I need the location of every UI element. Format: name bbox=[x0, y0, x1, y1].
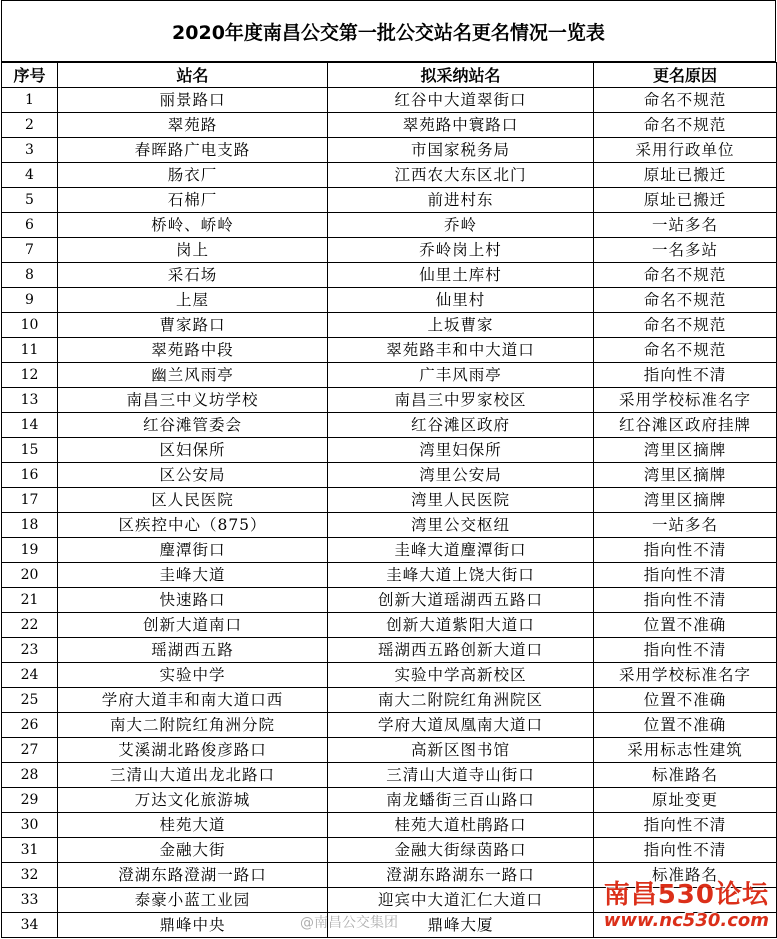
table-title: 2020年度南昌公交第一批公交站名更名情况一览表 bbox=[1, 0, 776, 62]
column-header-index: 序号 bbox=[2, 63, 58, 88]
cell-new-station: 仙里土库村 bbox=[328, 263, 594, 288]
cell-reason: 命名不规范 bbox=[594, 338, 777, 363]
cell-station: 石棉厂 bbox=[58, 188, 328, 213]
cell-new-station: 南大二附院红角洲院区 bbox=[328, 688, 594, 713]
cell-reason: 指向性不清 bbox=[594, 838, 777, 863]
cell-reason: 采用标志性建筑 bbox=[594, 738, 777, 763]
cell-reason: 位置不准确 bbox=[594, 688, 777, 713]
cell-reason: 命名不规范 bbox=[594, 313, 777, 338]
cell-station: 南昌三中义坊学校 bbox=[58, 388, 328, 413]
cell-reason: 湾里区摘牌 bbox=[594, 488, 777, 513]
cell-index: 10 bbox=[2, 313, 58, 338]
cell-station: 区妇保所 bbox=[58, 438, 328, 463]
cell-new-station: 南龙蟠街三百山路口 bbox=[328, 788, 594, 813]
cell-station: 翠苑路 bbox=[58, 113, 328, 138]
cell-reason: 指向性不清 bbox=[594, 363, 777, 388]
cell-index: 21 bbox=[2, 588, 58, 613]
table-row bbox=[2, 338, 777, 363]
cell-station: 麈潭街口 bbox=[58, 538, 328, 563]
cell-station: 区人民医院 bbox=[58, 488, 328, 513]
cell-reason: 标准路名 bbox=[594, 763, 777, 788]
table-row bbox=[2, 513, 777, 538]
table-row bbox=[2, 288, 777, 313]
cell-station: 泰豪小蓝工业园 bbox=[58, 888, 328, 913]
cell-station: 采石场 bbox=[58, 263, 328, 288]
cell-index: 18 bbox=[2, 513, 58, 538]
cell-reason: 原址已搬迁 bbox=[594, 188, 777, 213]
cell-reason: 指向性不清 bbox=[594, 813, 777, 838]
column-header-new-station: 拟采纳站名 bbox=[328, 63, 594, 88]
table-row bbox=[2, 463, 777, 488]
cell-index: 31 bbox=[2, 838, 58, 863]
cell-new-station: 圭峰大道麈潭街口 bbox=[328, 538, 594, 563]
cell-station: 桂苑大道 bbox=[58, 813, 328, 838]
column-header-reason: 更名原因 bbox=[594, 63, 777, 88]
cell-reason: 命名不规范 bbox=[594, 113, 777, 138]
cell-index: 24 bbox=[2, 663, 58, 688]
cell-new-station: 湾里人民医院 bbox=[328, 488, 594, 513]
column-header-station: 站名 bbox=[58, 63, 328, 88]
cell-new-station: 乔岭岗上村 bbox=[328, 238, 594, 263]
table-row bbox=[2, 663, 777, 688]
cell-index: 23 bbox=[2, 638, 58, 663]
cell-new-station: 翠苑路中寰路口 bbox=[328, 113, 594, 138]
cell-reason: 指向性不清 bbox=[594, 563, 777, 588]
cell-new-station: 前进村东 bbox=[328, 188, 594, 213]
cell-new-station: 翠苑路丰和中大道口 bbox=[328, 338, 594, 363]
weibo-watermark: @南昌公交集团 bbox=[300, 915, 398, 931]
table-row bbox=[2, 263, 777, 288]
cell-new-station: 南昌三中罗家校区 bbox=[328, 388, 594, 413]
cell-new-station: 迎宾中大道汇仁大道口 bbox=[328, 888, 594, 913]
cell-new-station: 金融大街绿茵路口 bbox=[328, 838, 594, 863]
cell-index: 5 bbox=[2, 188, 58, 213]
cell-reason: 指向性不清 bbox=[594, 538, 777, 563]
cell-reason: 采用学校标准名字 bbox=[594, 388, 777, 413]
cell-station: 艾溪湖北路俊彦路口 bbox=[58, 738, 328, 763]
cell-new-station: 江西农大东区北门 bbox=[328, 163, 594, 188]
cell-station: 创新大道南口 bbox=[58, 613, 328, 638]
cell-index: 2 bbox=[2, 113, 58, 138]
cell-new-station: 创新大道紫阳大道口 bbox=[328, 613, 594, 638]
cell-index: 13 bbox=[2, 388, 58, 413]
cell-reason: 一名多站 bbox=[594, 238, 777, 263]
cell-index: 7 bbox=[2, 238, 58, 263]
cell-index: 26 bbox=[2, 713, 58, 738]
cell-station: 桥岭、峤岭 bbox=[58, 213, 328, 238]
cell-station: 三清山大道出龙北路口 bbox=[58, 763, 328, 788]
table-row bbox=[2, 838, 777, 863]
cell-station: 曹家路口 bbox=[58, 313, 328, 338]
cell-new-station: 鼎峰大厦 bbox=[328, 913, 594, 938]
cell-index: 34 bbox=[2, 913, 58, 938]
cell-reason: 湾里区摘牌 bbox=[594, 438, 777, 463]
site-watermark bbox=[604, 880, 769, 932]
header-row bbox=[2, 63, 777, 88]
cell-reason: 原址变更 bbox=[594, 788, 777, 813]
cell-station: 快速路口 bbox=[58, 588, 328, 613]
cell-new-station: 高新区图书馆 bbox=[328, 738, 594, 763]
table-row bbox=[2, 713, 777, 738]
cell-new-station: 乔岭 bbox=[328, 213, 594, 238]
cell-station: 金融大街 bbox=[58, 838, 328, 863]
cell-index: 1 bbox=[2, 88, 58, 113]
cell-reason: 标准路名 bbox=[594, 863, 777, 888]
cell-index: 19 bbox=[2, 538, 58, 563]
cell-station: 南大二附院红角洲分院 bbox=[58, 713, 328, 738]
cell-reason: 原址已搬迁 bbox=[594, 163, 777, 188]
cell-new-station: 广丰风雨亭 bbox=[328, 363, 594, 388]
table-row bbox=[2, 313, 777, 338]
table-row bbox=[2, 638, 777, 663]
cell-new-station: 实验中学高新校区 bbox=[328, 663, 594, 688]
cell-new-station: 学府大道凤凰南大道口 bbox=[328, 713, 594, 738]
table-row bbox=[2, 138, 777, 163]
table-row bbox=[2, 763, 777, 788]
cell-index: 3 bbox=[2, 138, 58, 163]
table-row bbox=[2, 563, 777, 588]
cell-station: 上屋 bbox=[58, 288, 328, 313]
cell-reason: 指向性不清 bbox=[594, 588, 777, 613]
cell-index: 6 bbox=[2, 213, 58, 238]
cell-index: 29 bbox=[2, 788, 58, 813]
cell-reason: 一站多名 bbox=[594, 213, 777, 238]
cell-reason: 命名不规范 bbox=[594, 88, 777, 113]
cell-station: 万达文化旅游城 bbox=[58, 788, 328, 813]
watermark-site-url: www.nc530.com bbox=[603, 910, 769, 931]
table-row bbox=[2, 688, 777, 713]
cell-station: 瑶湖西五路 bbox=[58, 638, 328, 663]
table-row bbox=[2, 188, 777, 213]
cell-new-station: 圭峰大道上饶大街口 bbox=[328, 563, 594, 588]
table-row bbox=[2, 163, 777, 188]
table-row bbox=[2, 813, 777, 838]
table-row bbox=[2, 363, 777, 388]
cell-new-station: 上坂曹家 bbox=[328, 313, 594, 338]
cell-new-station: 湾里公安局 bbox=[328, 463, 594, 488]
table-row bbox=[2, 613, 777, 638]
cell-new-station: 瑶湖西五路创新大道口 bbox=[328, 638, 594, 663]
table-body bbox=[2, 88, 777, 938]
cell-station: 翠苑路中段 bbox=[58, 338, 328, 363]
cell-station: 岗上 bbox=[58, 238, 328, 263]
table-row bbox=[2, 413, 777, 438]
cell-index: 14 bbox=[2, 413, 58, 438]
cell-index: 9 bbox=[2, 288, 58, 313]
cell-index: 33 bbox=[2, 888, 58, 913]
cell-station: 澄湖东路澄湖一路口 bbox=[58, 863, 328, 888]
cell-station: 红谷滩管委会 bbox=[58, 413, 328, 438]
cell-new-station: 桂苑大道杜鹃路口 bbox=[328, 813, 594, 838]
cell-reason: 采用行政单位 bbox=[594, 138, 777, 163]
cell-station: 鼎峰中央 bbox=[58, 913, 328, 938]
cell-reason: 位置不准确 bbox=[594, 613, 777, 638]
cell-reason: 命名不规范 bbox=[594, 263, 777, 288]
cell-index: 8 bbox=[2, 263, 58, 288]
table-row bbox=[2, 588, 777, 613]
cell-new-station: 湾里妇保所 bbox=[328, 438, 594, 463]
cell-new-station: 红谷中大道翠街口 bbox=[328, 88, 594, 113]
cell-index: 15 bbox=[2, 438, 58, 463]
cell-index: 30 bbox=[2, 813, 58, 838]
cell-index: 22 bbox=[2, 613, 58, 638]
table-row bbox=[2, 788, 777, 813]
cell-station: 实验中学 bbox=[58, 663, 328, 688]
cell-new-station: 市国家税务局 bbox=[328, 138, 594, 163]
cell-index: 16 bbox=[2, 463, 58, 488]
cell-index: 20 bbox=[2, 563, 58, 588]
cell-station: 学府大道丰和南大道口西 bbox=[58, 688, 328, 713]
cell-new-station: 湾里公交枢纽 bbox=[328, 513, 594, 538]
cell-new-station: 三清山大道寺山街口 bbox=[328, 763, 594, 788]
cell-index: 17 bbox=[2, 488, 58, 513]
cell-station: 丽景路口 bbox=[58, 88, 328, 113]
cell-station: 圭峰大道 bbox=[58, 563, 328, 588]
cell-reason: 采用学校标准名字 bbox=[594, 663, 777, 688]
table-row bbox=[2, 213, 777, 238]
cell-new-station: 创新大道瑶湖西五路口 bbox=[328, 588, 594, 613]
table-row bbox=[2, 238, 777, 263]
table-row bbox=[2, 113, 777, 138]
cell-reason: 湾里区摘牌 bbox=[594, 463, 777, 488]
cell-index: 12 bbox=[2, 363, 58, 388]
table-row bbox=[2, 438, 777, 463]
table-row bbox=[2, 88, 777, 113]
table-row bbox=[2, 738, 777, 763]
cell-reason: 指向性不清 bbox=[594, 638, 777, 663]
cell-new-station: 澄湖东路湖东一路口 bbox=[328, 863, 594, 888]
cell-station: 幽兰风雨亭 bbox=[58, 363, 328, 388]
table-row bbox=[2, 538, 777, 563]
cell-station: 区公安局 bbox=[58, 463, 328, 488]
cell-index: 32 bbox=[2, 863, 58, 888]
cell-station: 春晖路广电支路 bbox=[58, 138, 328, 163]
rename-table bbox=[1, 62, 777, 938]
cell-reason: 红谷滩区政府挂牌 bbox=[594, 413, 777, 438]
cell-reason: 一站多名 bbox=[594, 513, 777, 538]
cell-station: 肠衣厂 bbox=[58, 163, 328, 188]
cell-new-station: 仙里村 bbox=[328, 288, 594, 313]
spreadsheet bbox=[1, 0, 776, 938]
cell-index: 28 bbox=[2, 763, 58, 788]
cell-index: 11 bbox=[2, 338, 58, 363]
cell-reason: 位置不准确 bbox=[594, 713, 777, 738]
cell-index: 25 bbox=[2, 688, 58, 713]
cell-new-station: 红谷滩区政府 bbox=[328, 413, 594, 438]
cell-reason: 命名不规范 bbox=[594, 288, 777, 313]
cell-station: 区疾控中心（875） bbox=[58, 513, 328, 538]
table-row bbox=[2, 488, 777, 513]
cell-index: 4 bbox=[2, 163, 58, 188]
table-row bbox=[2, 388, 777, 413]
cell-index: 27 bbox=[2, 738, 58, 763]
watermark-site-name: 南昌530论坛 bbox=[603, 880, 769, 910]
